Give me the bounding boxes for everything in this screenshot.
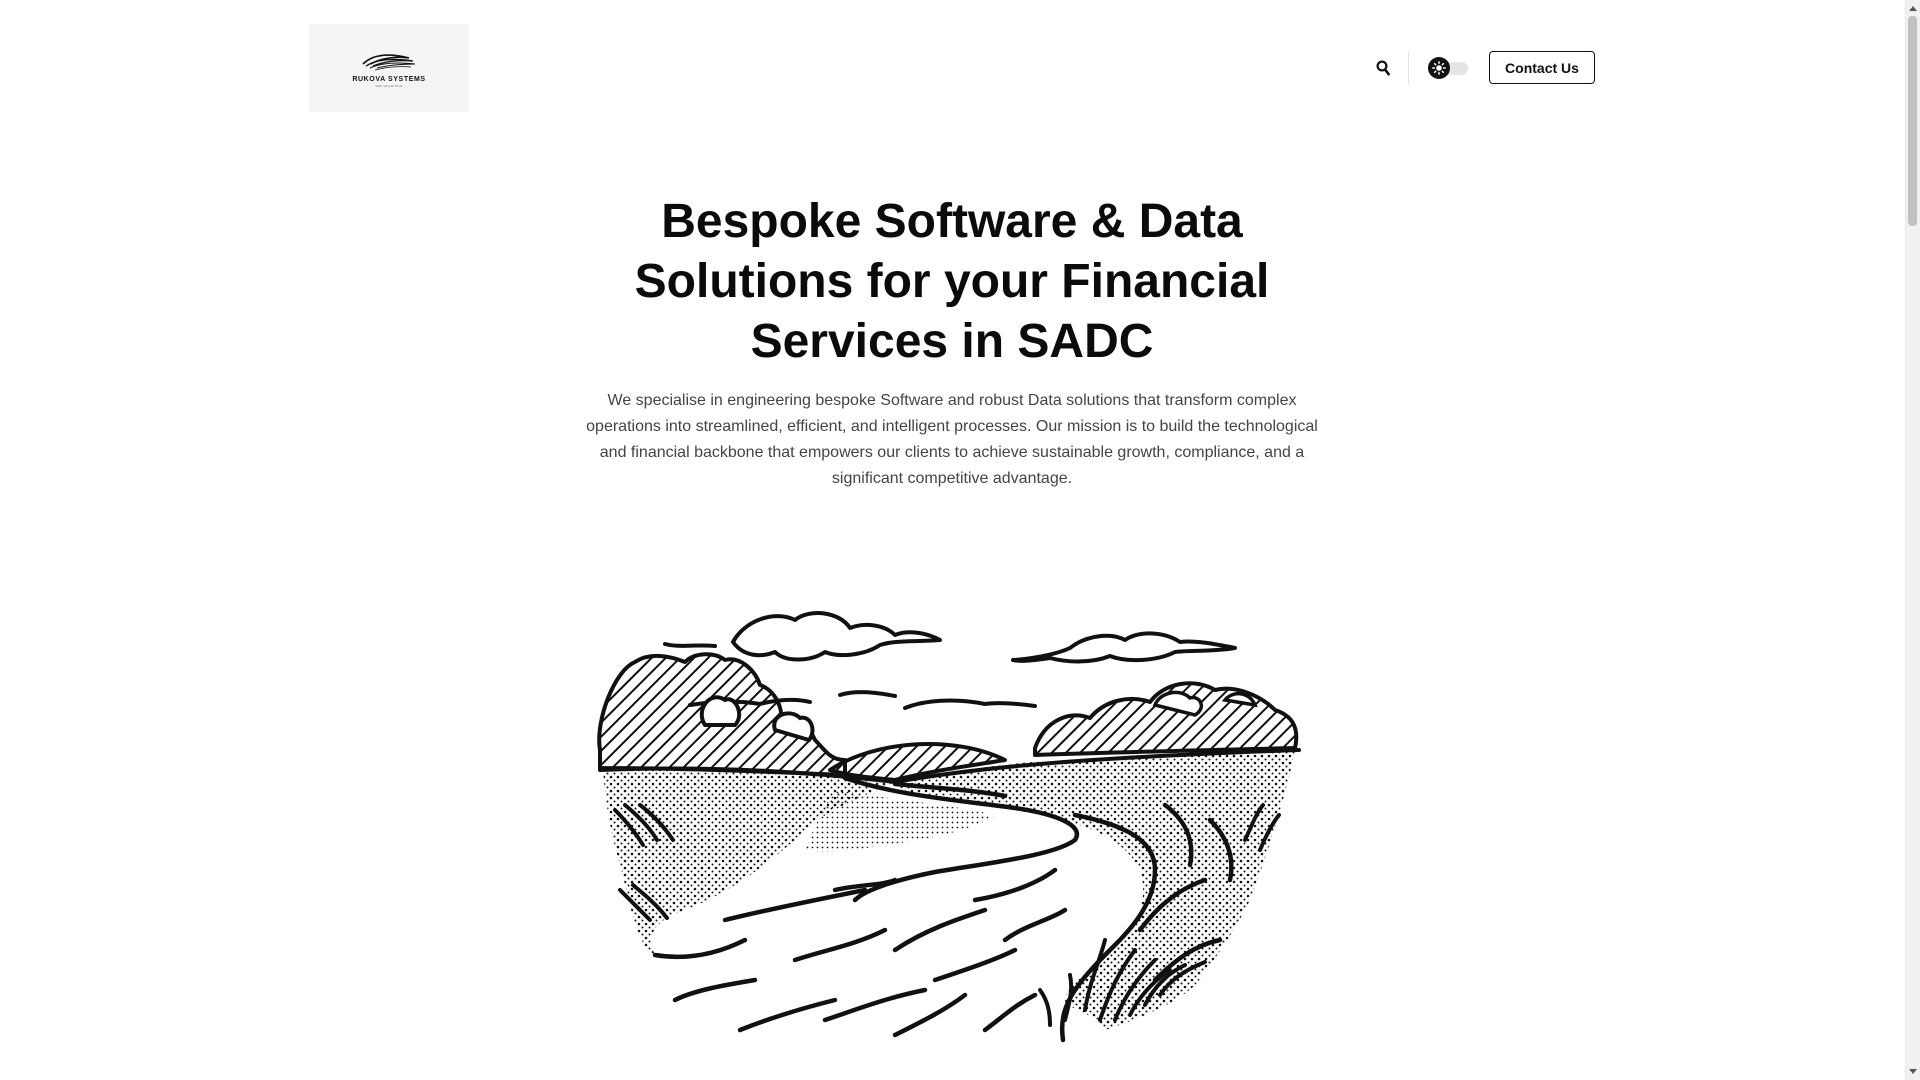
hero-title: Bespoke Software & Data Solutions for your Financial Services in SADC [634,195,1270,368]
logo[interactable] [309,24,469,112]
river-landscape-illustration [595,600,1307,1045]
sun-icon [1432,61,1446,75]
wave-logo-icon [359,49,419,75]
logo-name: RUKOVA SYSTEMS [352,75,426,83]
vertical-scrollbar[interactable] [1905,0,1920,1080]
contact-us-button[interactable]: Contact Us [1489,51,1595,84]
toggle-knob [1428,57,1450,79]
theme-toggle[interactable] [1428,57,1470,79]
search-icon [1376,60,1390,76]
search-button[interactable] [1372,56,1394,80]
scroll-up-icon[interactable] [1909,6,1917,11]
scroll-down-icon[interactable] [1909,1069,1917,1074]
logo-tagline: SPA HOLDINGS [375,83,403,88]
ground-center [895,750,1295,1030]
hero-description: We specialise in engineering bespoke Software and robust Data solutions that transform complex operations into streamlined, efficient, and intelligent processes. Our mission is to build the technological and financial backbone that empowers our clients to achieve sustainable growth, compliance, and a significant competitive advantage. [586,392,1318,487]
scroll-thumb[interactable] [1908,16,1917,226]
header-divider [1408,52,1409,84]
